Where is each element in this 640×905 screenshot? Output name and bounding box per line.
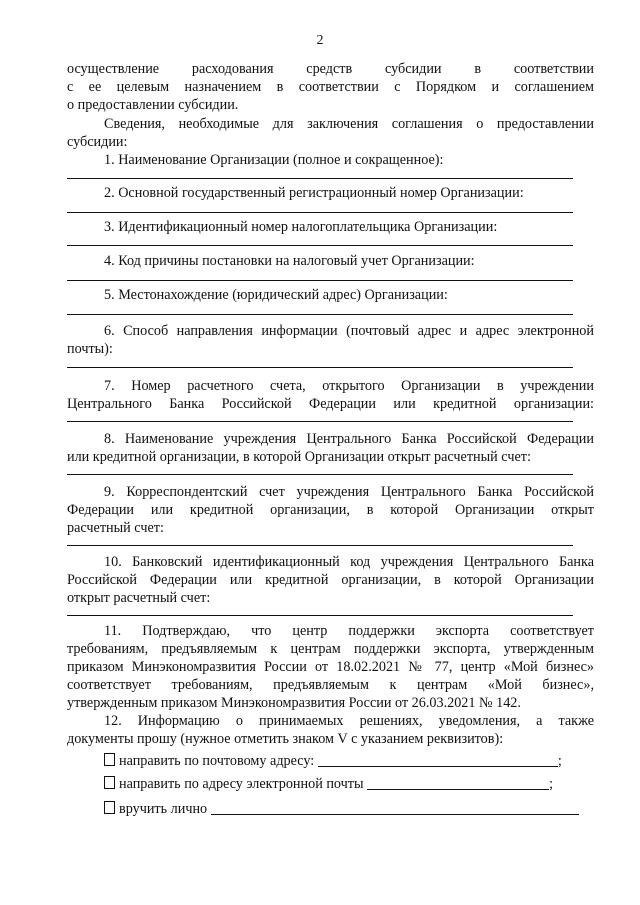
email-address-field[interactable] — [367, 775, 549, 790]
personal-delivery-field[interactable] — [211, 800, 579, 815]
item-11-line-2: требованиям, предъявляемым к центрам поддержки экспорта, утвержденным — [67, 641, 594, 657]
item-5-label: 5. Местонахождение (юридический адрес) Организации: — [104, 287, 448, 303]
item-7-label-line-1: 7. Номер расчетного счета, открытого Организации в учреждении — [104, 378, 594, 394]
item-6-label-line-1: 6. Способ направления информации (почтовый адрес и адрес электронной — [104, 323, 594, 339]
option-personal — [104, 800, 579, 818]
intro-line-3: о предоставлении субсидии. — [67, 97, 239, 113]
item-11-line-5: утвержденным приказом Минэкономразвития России от 26.03.2021 № 142. — [67, 695, 521, 711]
info-heading-line-2: субсидии: — [67, 134, 128, 150]
item-6-label-line-2: почты): — [67, 341, 113, 357]
intro-line-1: осуществление расходования средств субсидии в соответствии — [67, 61, 594, 77]
item-3-label: 3. Идентификационный номер налогоплательщика Организации: — [104, 219, 498, 235]
option-personal-label: вручить лично — [119, 801, 208, 817]
item-9-label-line-1: 9. Корреспондентский счет учреждения Центрального Банка Российской — [104, 484, 594, 500]
item-7-fill-line[interactable] — [67, 421, 573, 422]
item-2-fill-line[interactable] — [67, 212, 573, 213]
item-3-fill-line[interactable] — [67, 245, 573, 246]
option-email-label: направить по адресу электронной почты — [119, 776, 364, 792]
postal-end-mark: ; — [557, 753, 562, 769]
item-11-line-3: приказом Минэкономразвития России от 18.02.2021 № 77, центр «Мой бизнес» — [67, 659, 594, 675]
email-checkbox[interactable] — [104, 776, 115, 789]
personal-checkbox[interactable] — [104, 801, 115, 814]
item-2-label: 2. Основной государственный регистрационный номер Организации: — [104, 185, 524, 201]
item-12-line-1: 12. Информацию о принимаемых решениях, уведомления, а также — [104, 713, 594, 729]
item-8-fill-line[interactable] — [67, 474, 573, 475]
item-8-label-line-1: 8. Наименование учреждения Центрального Банка Российской Федерации — [104, 431, 594, 447]
item-9-fill-line[interactable] — [67, 545, 573, 546]
option-postal — [104, 752, 562, 770]
item-9-label-line-3: расчетный счет: — [67, 520, 164, 536]
option-email — [104, 775, 553, 793]
item-9-label-line-2: Федерации или кредитной организации, в которой Организации открыт — [67, 502, 594, 518]
item-1-fill-line[interactable] — [67, 178, 573, 179]
item-1-label: 1. Наименование Организации (полное и сокращенное): — [104, 152, 444, 168]
item-10-label-line-3: открыт расчетный счет: — [67, 590, 211, 606]
item-11-line-4: соответствует требованиям, предъявляемым к центрам «Мой бизнес», — [67, 677, 594, 693]
info-heading-line-1: Сведения, необходимые для заключения соглашения о предоставлении — [104, 116, 594, 132]
postal-address-field[interactable] — [318, 752, 558, 767]
item-7-label-line-2: Центрального Банка Российской Федерации или кредитной организации: — [67, 396, 594, 412]
intro-line-2: с ее целевым назначением в соответствии с Порядком и соглашением — [67, 79, 594, 95]
item-10-label-line-2: Российской Федерации или кредитной организации, в которой Организации — [67, 572, 594, 588]
item-10-fill-line[interactable] — [67, 615, 573, 616]
item-4-fill-line[interactable] — [67, 280, 573, 281]
item-6-fill-line[interactable] — [67, 367, 573, 368]
item-10-label-line-1: 10. Банковский идентификационный код учреждения Центрального Банка — [104, 554, 594, 570]
item-4-label: 4. Код причины постановки на налоговый учет Организации: — [104, 253, 475, 269]
option-postal-label: направить по почтовому адресу: — [119, 753, 315, 769]
page-number: 2 — [316, 33, 324, 48]
item-5-fill-line[interactable] — [67, 314, 573, 315]
item-8-label-line-2: или кредитной организации, в которой Организации открыт расчетный счет: — [67, 449, 531, 465]
item-12-line-2: документы прошу (нужное отметить знаком V с указанием реквизитов): — [67, 731, 504, 747]
postal-checkbox[interactable] — [104, 753, 115, 766]
email-end-mark: ; — [549, 776, 554, 792]
item-11-line-1: 11. Подтверждаю, что центр поддержки экспорта соответствует — [104, 623, 594, 639]
